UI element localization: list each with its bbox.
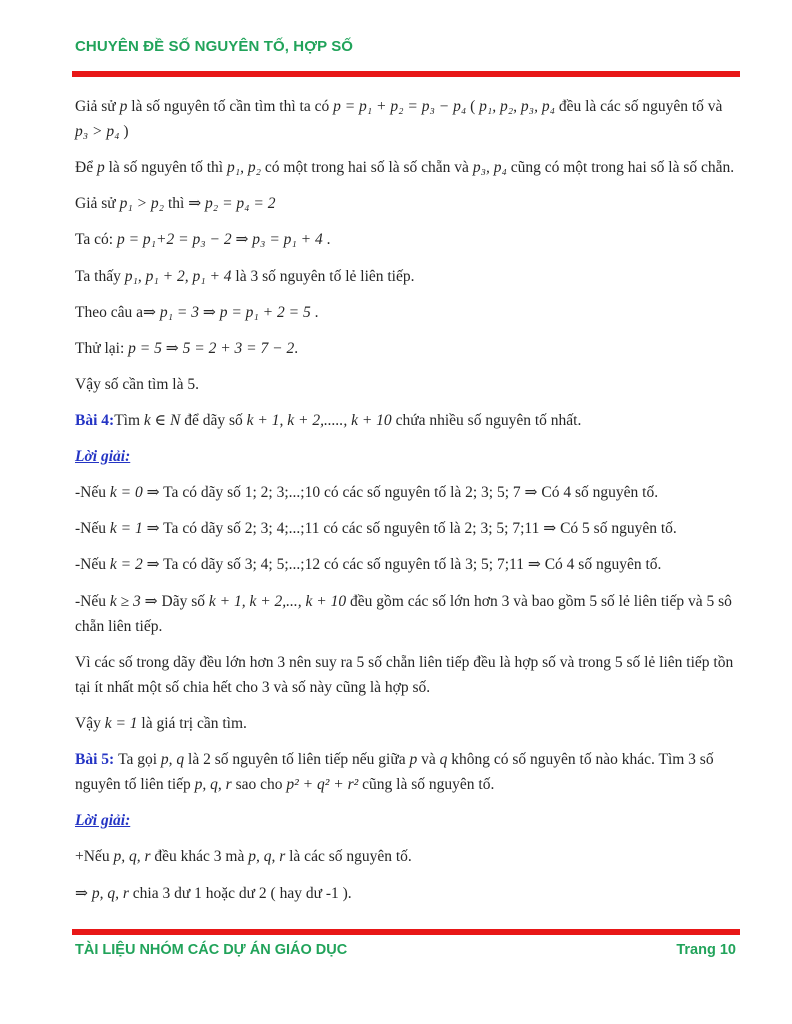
plain-segment: Giả sử [75, 98, 120, 115]
label-segment: Bài 5: [75, 751, 119, 769]
math-segment: p, q, r [113, 848, 151, 866]
math-segment: p₁, p₁ + 2, p₁ + 4 [124, 267, 232, 285]
footer [75, 942, 736, 958]
plain-segment: không có số nguyên tố nào khác. Tìm 3 số nguyên tố liên tiếp [75, 751, 714, 794]
paragraph [75, 408, 738, 433]
plain-segment: +Nếu [75, 848, 114, 866]
plain-segment: cũng có một trong hai số là số chẵn. [506, 159, 735, 177]
plain-segment: để dãy số [180, 411, 247, 429]
math-segment: p = p₁+2 = p₃ − 2 ⇒ p₃ = p₁ + 4 [116, 231, 323, 249]
plain-segment: sao cho [231, 776, 287, 794]
plain-segment: ⇒ Ta có dãy số 3; 4; 5;...;12 có các số nguyên tố là 3; 5; 7;11 ⇒ Có 4 số nguyên tố. [142, 556, 662, 574]
paragraph [75, 191, 738, 216]
math-segment: k = 1 [109, 520, 143, 538]
paragraph [75, 711, 738, 736]
paragraph [75, 227, 738, 252]
plain-segment: và [417, 751, 440, 769]
plain-segment: Để [75, 159, 97, 177]
math-segment: p = 5 ⇒ 5 = 2 + 3 = 7 − 2 [128, 339, 295, 357]
paragraph [75, 650, 738, 700]
plain-segment: thì [164, 195, 189, 213]
math-segment: p₃ > p₄ [75, 123, 120, 141]
plain-segment: ( [466, 98, 480, 115]
plain-segment: -Nếu [75, 592, 110, 610]
paragraph [75, 808, 738, 833]
plain-segment: -Nếu [75, 520, 110, 538]
plain-segment: là 2 số nguyên tố liên tiếp nếu giữa [184, 751, 410, 769]
plain-segment: -Nếu [75, 556, 110, 574]
math-segment: p [119, 98, 128, 115]
paragraph [75, 264, 738, 289]
plain-segment: Vậy [75, 714, 105, 732]
plain-segment: Ta thấy [75, 267, 125, 285]
math-segment: p₃, p₄ [472, 159, 507, 177]
paragraph [75, 844, 738, 869]
math-segment: p₁ > p₂ [119, 195, 165, 213]
paragraph [75, 94, 738, 144]
math-segment: k + 1, k + 2,....., k + 10 [246, 411, 392, 429]
math-segment: k + 1, k + 2,..., k + 10 [208, 592, 347, 610]
math-segment: ⇒ p₁ = 3 ⇒ p = p₁ + 2 = 5 [143, 303, 311, 321]
footer-divider [72, 929, 740, 935]
paragraph [75, 881, 738, 906]
paragraph [75, 372, 738, 397]
plain-segment: Ta có: [75, 231, 117, 249]
plain-segment: là số nguyên tố thì [104, 159, 227, 177]
plain-segment: là các số nguyên tố. [285, 848, 412, 866]
plain-segment: cũng là số nguyên tố. [358, 776, 495, 794]
plain-segment: Tìm [114, 411, 144, 429]
plain-segment: là số nguyên tố cần tìm thì ta có [127, 98, 334, 115]
math-segment: k = 1 [104, 714, 138, 732]
plain-segment: là giá trị cần tìm. [137, 714, 247, 732]
footer-page-number: Trang 10 [676, 942, 736, 958]
paragraph [75, 589, 738, 639]
plain-segment: ) [119, 123, 129, 141]
footer-document-name: TÀI LIỆU NHÓM CÁC DỰ ÁN GIÁO DỤC [75, 942, 348, 958]
math-segment: p, q, r [194, 776, 232, 794]
plain-segment: . [322, 231, 331, 249]
plain-segment: Ta gọi [118, 751, 161, 769]
math-segment: p² + q² + r² [286, 776, 359, 794]
plain-segment: đều khác 3 mà [150, 848, 249, 866]
paragraph [75, 300, 738, 325]
paragraph [75, 336, 738, 361]
solution-segment: Lời giải: [75, 448, 131, 466]
plain-segment: ⇒ Dãy số [140, 592, 209, 610]
math-segment: p, q, r [248, 848, 286, 866]
paragraph [75, 747, 738, 797]
math-segment: p, q [160, 751, 185, 769]
plain-segment: Theo câu a [75, 303, 143, 321]
math-segment: p₁, p₂ [226, 159, 262, 177]
math-segment: p₁, p₂, p₃, p₄ [479, 98, 555, 115]
math-segment: ⇒ p₂ = p₄ = 2 [188, 195, 276, 213]
math-segment: k = 0 [109, 484, 143, 502]
plain-segment: là 3 số nguyên tố lẻ liên tiếp. [231, 267, 415, 285]
plain-segment: . [294, 339, 299, 357]
plain-segment: có một trong hai số là số chẵn và [261, 159, 473, 177]
paragraph [75, 480, 738, 505]
solution-segment: Lời giải: [75, 812, 131, 830]
paragraph [75, 444, 738, 469]
math-segment: p = p₁ + p₂ = p₃ − p₄ [333, 98, 467, 115]
paragraph [75, 155, 738, 180]
plain-segment: chia 3 dư 1 hoặc dư 2 ( hay dư -1 ). [128, 884, 352, 902]
plain-segment: Giả sử [75, 195, 120, 213]
plain-segment: -Nếu [75, 484, 110, 502]
label-segment: Bài 4: [75, 411, 115, 429]
math-segment: p [96, 159, 105, 177]
plain-segment: đều là các số nguyên tố và [554, 98, 723, 115]
math-segment: k = 2 [109, 556, 143, 574]
plain-segment: đều gồm các số lớn hơn 3 và bao gồm 5 số lẻ liên tiếp và 5 sô chẵn liên tiếp. [75, 592, 732, 635]
math-segment: q [439, 751, 448, 769]
plain-segment: ⇒ Ta có dãy số 2; 3; 4;...;11 có các số nguyên tố là 2; 3; 5; 7;11 ⇒ Có 5 số nguyên tố. [142, 520, 677, 538]
page-title: CHUYÊN ĐỀ SỐ NGUYÊN TỐ, HỢP SỐ [75, 38, 354, 55]
paragraph [75, 516, 738, 541]
header-divider [72, 71, 740, 77]
plain-segment: . [310, 303, 319, 321]
plain-segment: Vậy số cần tìm là 5. [75, 375, 199, 393]
paragraph [75, 552, 738, 577]
math-segment: ⇒ p, q, r [75, 884, 129, 902]
plain-segment: ⇒ Ta có dãy số 1; 2; 3;...;10 có các số nguyên tố là 2; 3; 5; 7 ⇒ Có 4 số nguyên tố. [142, 484, 659, 502]
plain-segment: chứa nhiều số nguyên tố nhất. [391, 411, 582, 429]
plain-segment: Vì các số trong dãy đều lớn hơn 3 nên suy ra 5 số chẵn liên tiếp đều là hợp số và trong 5 số lẻ liên tiếp tồn tại ít nhất một số chia hết cho 3 và số này cũng là hợp số. [75, 653, 734, 696]
math-segment: k ∈ N [143, 411, 181, 429]
content [75, 94, 738, 917]
plain-segment: Thử lại: [75, 339, 129, 357]
math-segment: p [409, 751, 418, 769]
math-segment: k ≥ 3 [109, 592, 141, 610]
